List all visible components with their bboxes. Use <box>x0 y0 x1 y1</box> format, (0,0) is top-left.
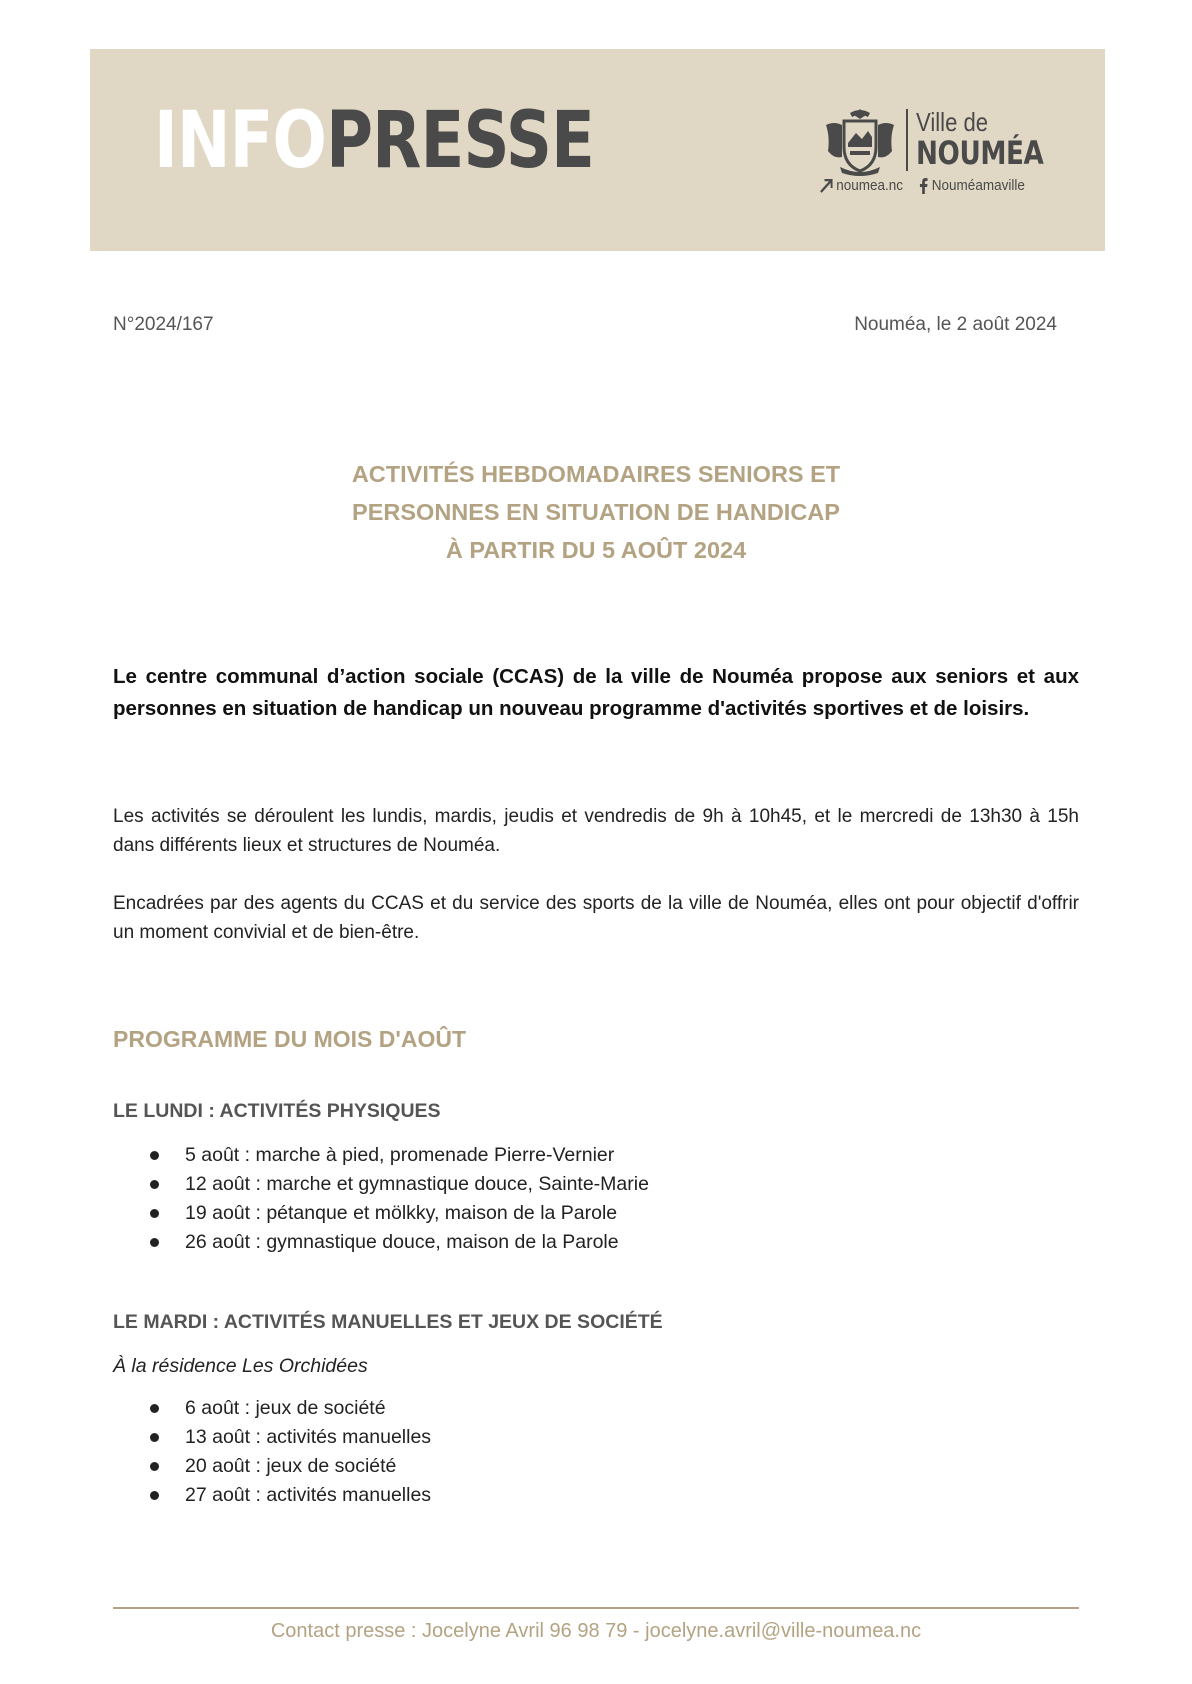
list-item: 20 août : jeux de société <box>150 1452 431 1481</box>
list-item: 6 août : jeux de société <box>150 1394 431 1423</box>
monday-heading: LE LUNDI : ACTIVITÉS PHYSIQUES <box>113 1100 441 1122</box>
list-item: 5 août : marche à pied, promenade Pierre-Vernier <box>150 1141 649 1170</box>
bullet-icon <box>150 1151 159 1160</box>
body-paragraph-objective: Encadrées par des agents du CCAS et du service des sports de la ville de Nouméa, elles ont pour objectif d'offrir un moment convivial et de bien-être. <box>113 893 1079 943</box>
bullet-icon <box>150 1491 159 1500</box>
dateline: Nouméa, le 2 août 2024 <box>854 314 1057 335</box>
body-paragraph-schedule: Les activités se déroulent les lundis, mardis, jeudis et vendredis de 9h à 10h45, et le mercredi de 13h30 à 15h dans différents lieux et structures de Nouméa. <box>113 806 1079 856</box>
bullet-icon <box>150 1462 159 1471</box>
infopresse-wordmark <box>154 91 594 191</box>
footer-divider <box>113 1607 1079 1609</box>
facebook-link[interactable]: Nouméamaville <box>931 177 1025 194</box>
list-item: 27 août : activités manuelles <box>150 1481 431 1510</box>
arrow-icon <box>820 179 833 193</box>
document-title <box>113 455 1079 569</box>
tuesday-activity-list <box>150 1394 431 1510</box>
bullet-icon <box>150 1404 159 1413</box>
press-contact: Contact presse : Jocelyne Avril 96 98 79 - jocelyne.avril@ville-noumea.nc <box>270 1620 922 1642</box>
header-banner <box>90 49 1105 251</box>
lead-paragraph: Le centre communal d’action sociale (CCAS) de la ville de Nouméa propose aux seniors et aux personnes en situation de handicap un nouveau programme d'activités sportives et de loisirs. <box>113 665 1079 720</box>
brand-info: INFO <box>154 96 327 186</box>
logo-ville-de: Ville de <box>916 107 989 137</box>
monday-activity-list <box>150 1141 649 1257</box>
list-item: 13 août : activités manuelles <box>150 1423 431 1452</box>
bullet-icon <box>150 1209 159 1218</box>
bullet-icon <box>150 1180 159 1189</box>
logo-noumea: NOUMÉA <box>916 134 1044 172</box>
bullet-icon <box>150 1238 159 1247</box>
title-line-1: ACTIVITÉS HEBDOMADAIRES SENIORS ET <box>351 461 841 487</box>
program-title: PROGRAMME DU MOIS D'AOÛT <box>113 1026 467 1052</box>
title-line-2: PERSONNES EN SITUATION DE HANDICAP <box>352 499 840 525</box>
tuesday-venue: À la résidence Les Orchidées <box>113 1355 368 1377</box>
list-item: 19 août : pétanque et mölkky, maison de la Parole <box>150 1199 649 1228</box>
title-line-3: À PARTIR DU 5 AOÛT 2024 <box>445 537 747 563</box>
ville-de-noumea-logo <box>820 107 1045 197</box>
press-release-number: N°2024/167 <box>113 314 214 335</box>
list-item: 12 août : marche et gymnastique douce, Sainte-Marie <box>150 1170 649 1199</box>
list-item: 26 août : gymnastique douce, maison de la Parole <box>150 1228 649 1257</box>
logo-divider <box>906 109 908 171</box>
facebook-icon <box>919 178 928 194</box>
bullet-icon <box>150 1433 159 1442</box>
brand-presse: PRESSE <box>326 96 594 186</box>
website-link[interactable]: noumea.nc <box>836 177 903 194</box>
noumea-crest-icon <box>820 107 900 177</box>
logo-links <box>820 177 1036 194</box>
tuesday-heading: LE MARDI : ACTIVITÉS MANUELLES ET JEUX DE SOCIÉTÉ <box>113 1311 663 1333</box>
